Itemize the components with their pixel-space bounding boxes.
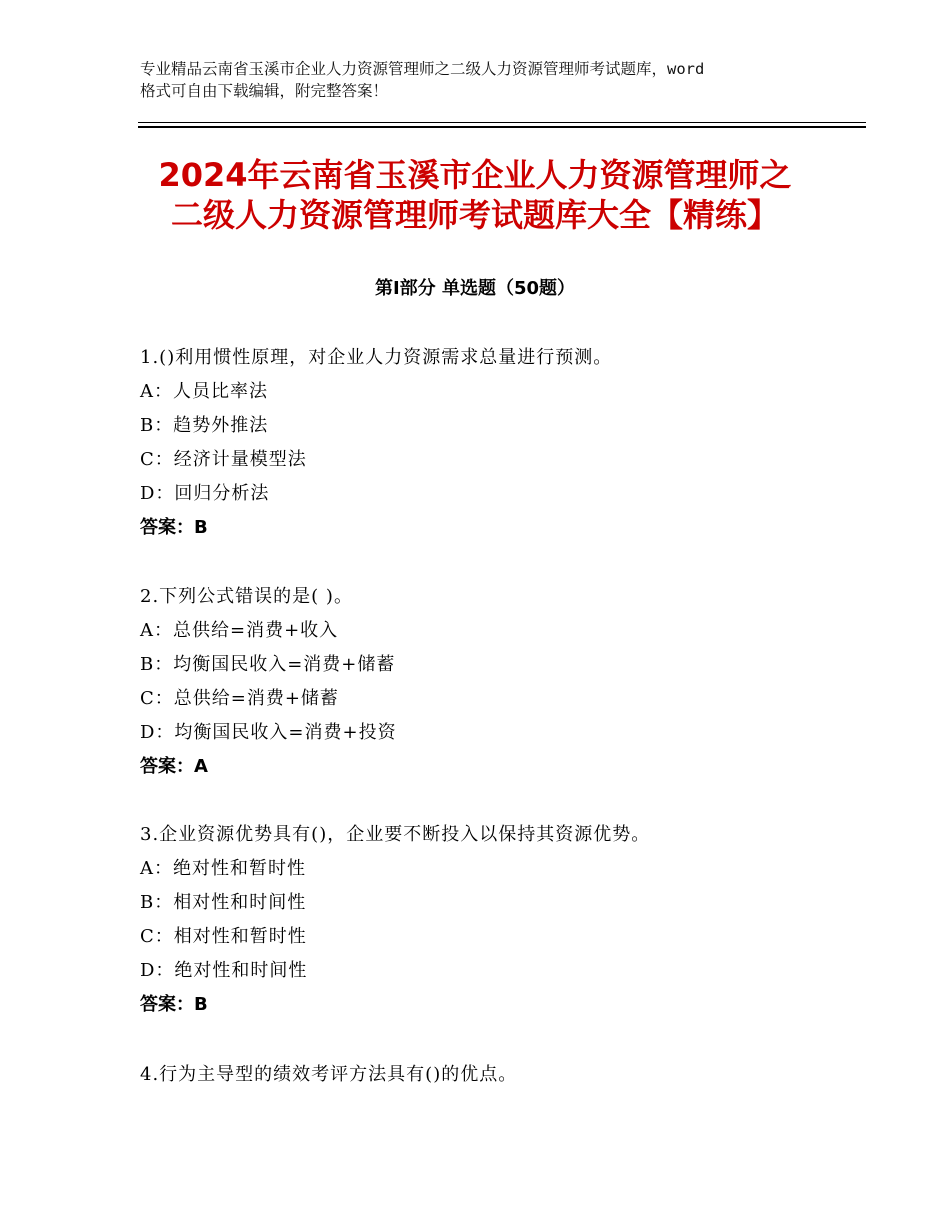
header-rule-thin <box>138 122 866 123</box>
answer: 答案：B <box>140 994 208 1015</box>
answer: 答案：B <box>140 517 208 538</box>
question-2 <box>140 580 860 784</box>
header-note-line-1: 专业精品云南省玉溪市企业人力资源管理师之二级人力资源管理师考试题库，word <box>140 60 705 78</box>
question-3 <box>140 818 860 1022</box>
answer: 答案：A <box>140 756 208 777</box>
question-4 <box>140 1058 860 1092</box>
document-title <box>95 155 855 235</box>
option-a: A：人员比率法 <box>140 381 268 402</box>
document-title-line-2: 二级人力资源管理师考试题库大全【精练】 <box>170 196 779 234</box>
question-stem: 1.()利用惯性原理，对企业人力资源需求总量进行预测。 <box>140 347 613 368</box>
option-b: B：均衡国民收入=消费+储蓄 <box>140 654 396 675</box>
option-d: D：绝对性和时间性 <box>140 960 308 981</box>
question-stem: 2.下列公式错误的是( )。 <box>140 586 353 607</box>
option-b: B：相对性和时间性 <box>140 892 307 913</box>
header-note-line-2: 格式可自由下载编辑，附完整答案！ <box>140 82 389 100</box>
question-stem: 4.行为主导型的绩效考评方法具有()的优点。 <box>140 1064 518 1085</box>
option-c: C：经济计量模型法 <box>140 449 307 470</box>
option-c: C：总供给=消费+储蓄 <box>140 688 339 709</box>
option-a: A：绝对性和暂时性 <box>140 858 306 879</box>
document-title-line-1: 2024年云南省玉溪市企业人力资源管理师之 <box>158 156 792 194</box>
header-note <box>140 58 830 102</box>
option-b: B：趋势外推法 <box>140 415 269 436</box>
header-rule-thick <box>138 126 866 128</box>
option-d: D：回归分析法 <box>140 483 270 504</box>
option-d: D：均衡国民收入=消费+投资 <box>140 722 397 743</box>
option-a: A：总供给=消费+收入 <box>140 620 339 641</box>
option-c: C：相对性和暂时性 <box>140 926 307 947</box>
question-1 <box>140 341 860 545</box>
question-stem: 3.企业资源优势具有()，企业要不断投入以保持其资源优势。 <box>140 824 651 845</box>
section-heading: 第Ⅰ部分 单选题（50题） <box>374 278 575 299</box>
